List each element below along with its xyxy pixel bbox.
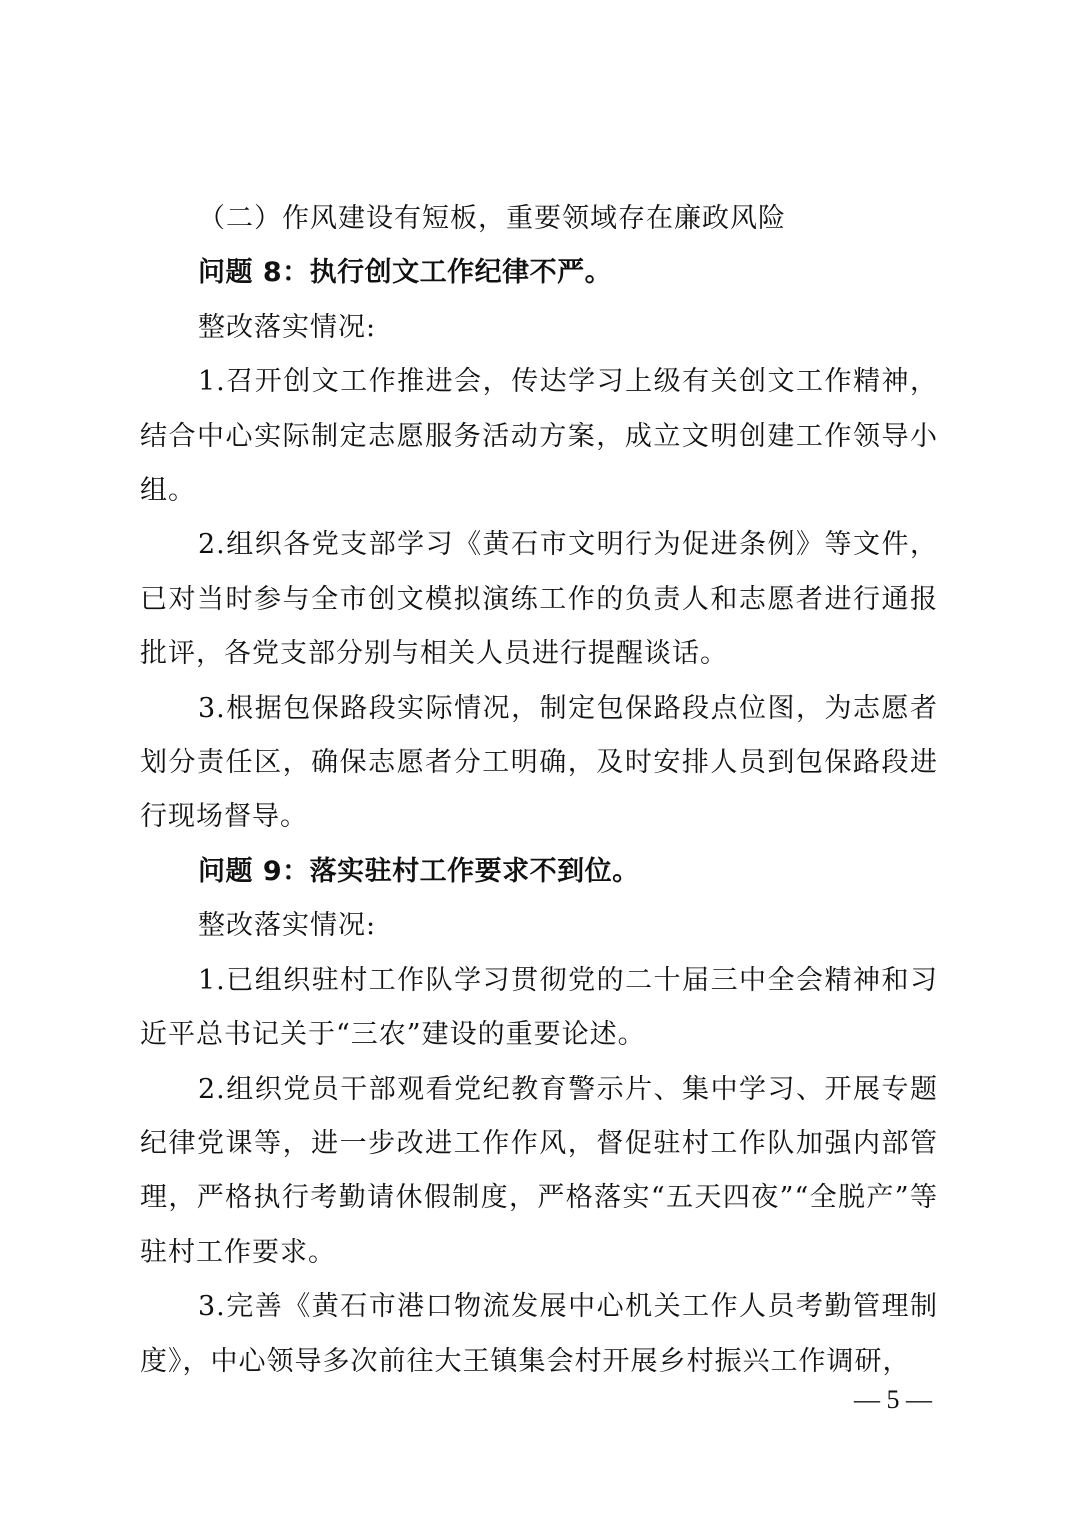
section-heading: （二）作风建设有短板，重要领域存在廉政风险 xyxy=(198,203,786,234)
issue-8-item-3: 3.根据包保路段实际情况，制定包保路段点位图，为志愿者划分责任区，确保志愿者分工明确，及时安排人员到包保路段进行现场督导。 xyxy=(140,692,938,833)
issue-8-item-2: 2.组织各党支部学习《黄石市文明行为促进条例》等文件，已对当时参与全市创文模拟演练工作的负责人和志愿者进行通报批评，各党支部分别与相关人员进行提醒谈话。 xyxy=(140,529,938,670)
issue-8-item-1: 1.召开创文工作推进会，传达学习上级有关创文工作精神，结合中心实际制定志愿服务活动方案，成立文明创建工作领导小组。 xyxy=(140,366,938,507)
issue-9-item-1: 1.已组织驻村工作队学习贯彻党的二十届三中全会精神和习近平总书记关于“三农”建设的重要论述。 xyxy=(140,964,938,1051)
page-number: — 5 — xyxy=(854,1385,932,1414)
issue-8-title: 问题 8：执行创文工作纪律不严。 xyxy=(198,257,613,289)
issue-9-title: 问题 9：落实驻村工作要求不到位。 xyxy=(198,855,640,887)
issue-8-status-label: 整改落实情况: xyxy=(198,311,377,343)
issue-9-item-2: 2.组织党员干部观看党纪教育警示片、集中学习、开展专题纪律党课等，进一步改进工作作风，督促驻村工作队加强内部管理，严格执行考勤请休假制度，严格落实“五天四夜”“全脱产”等驻村工作要求。 xyxy=(140,1073,938,1268)
issue-9-item-3: 3.完善《黄石市港口物流发展中心机关工作人员考勤管理制度》，中心领导多次前往大王镇集会村开展乡村振兴工作调研， xyxy=(140,1291,938,1377)
issue-9-status-label: 整改落实情况: xyxy=(198,910,377,942)
document-body xyxy=(140,192,938,1389)
